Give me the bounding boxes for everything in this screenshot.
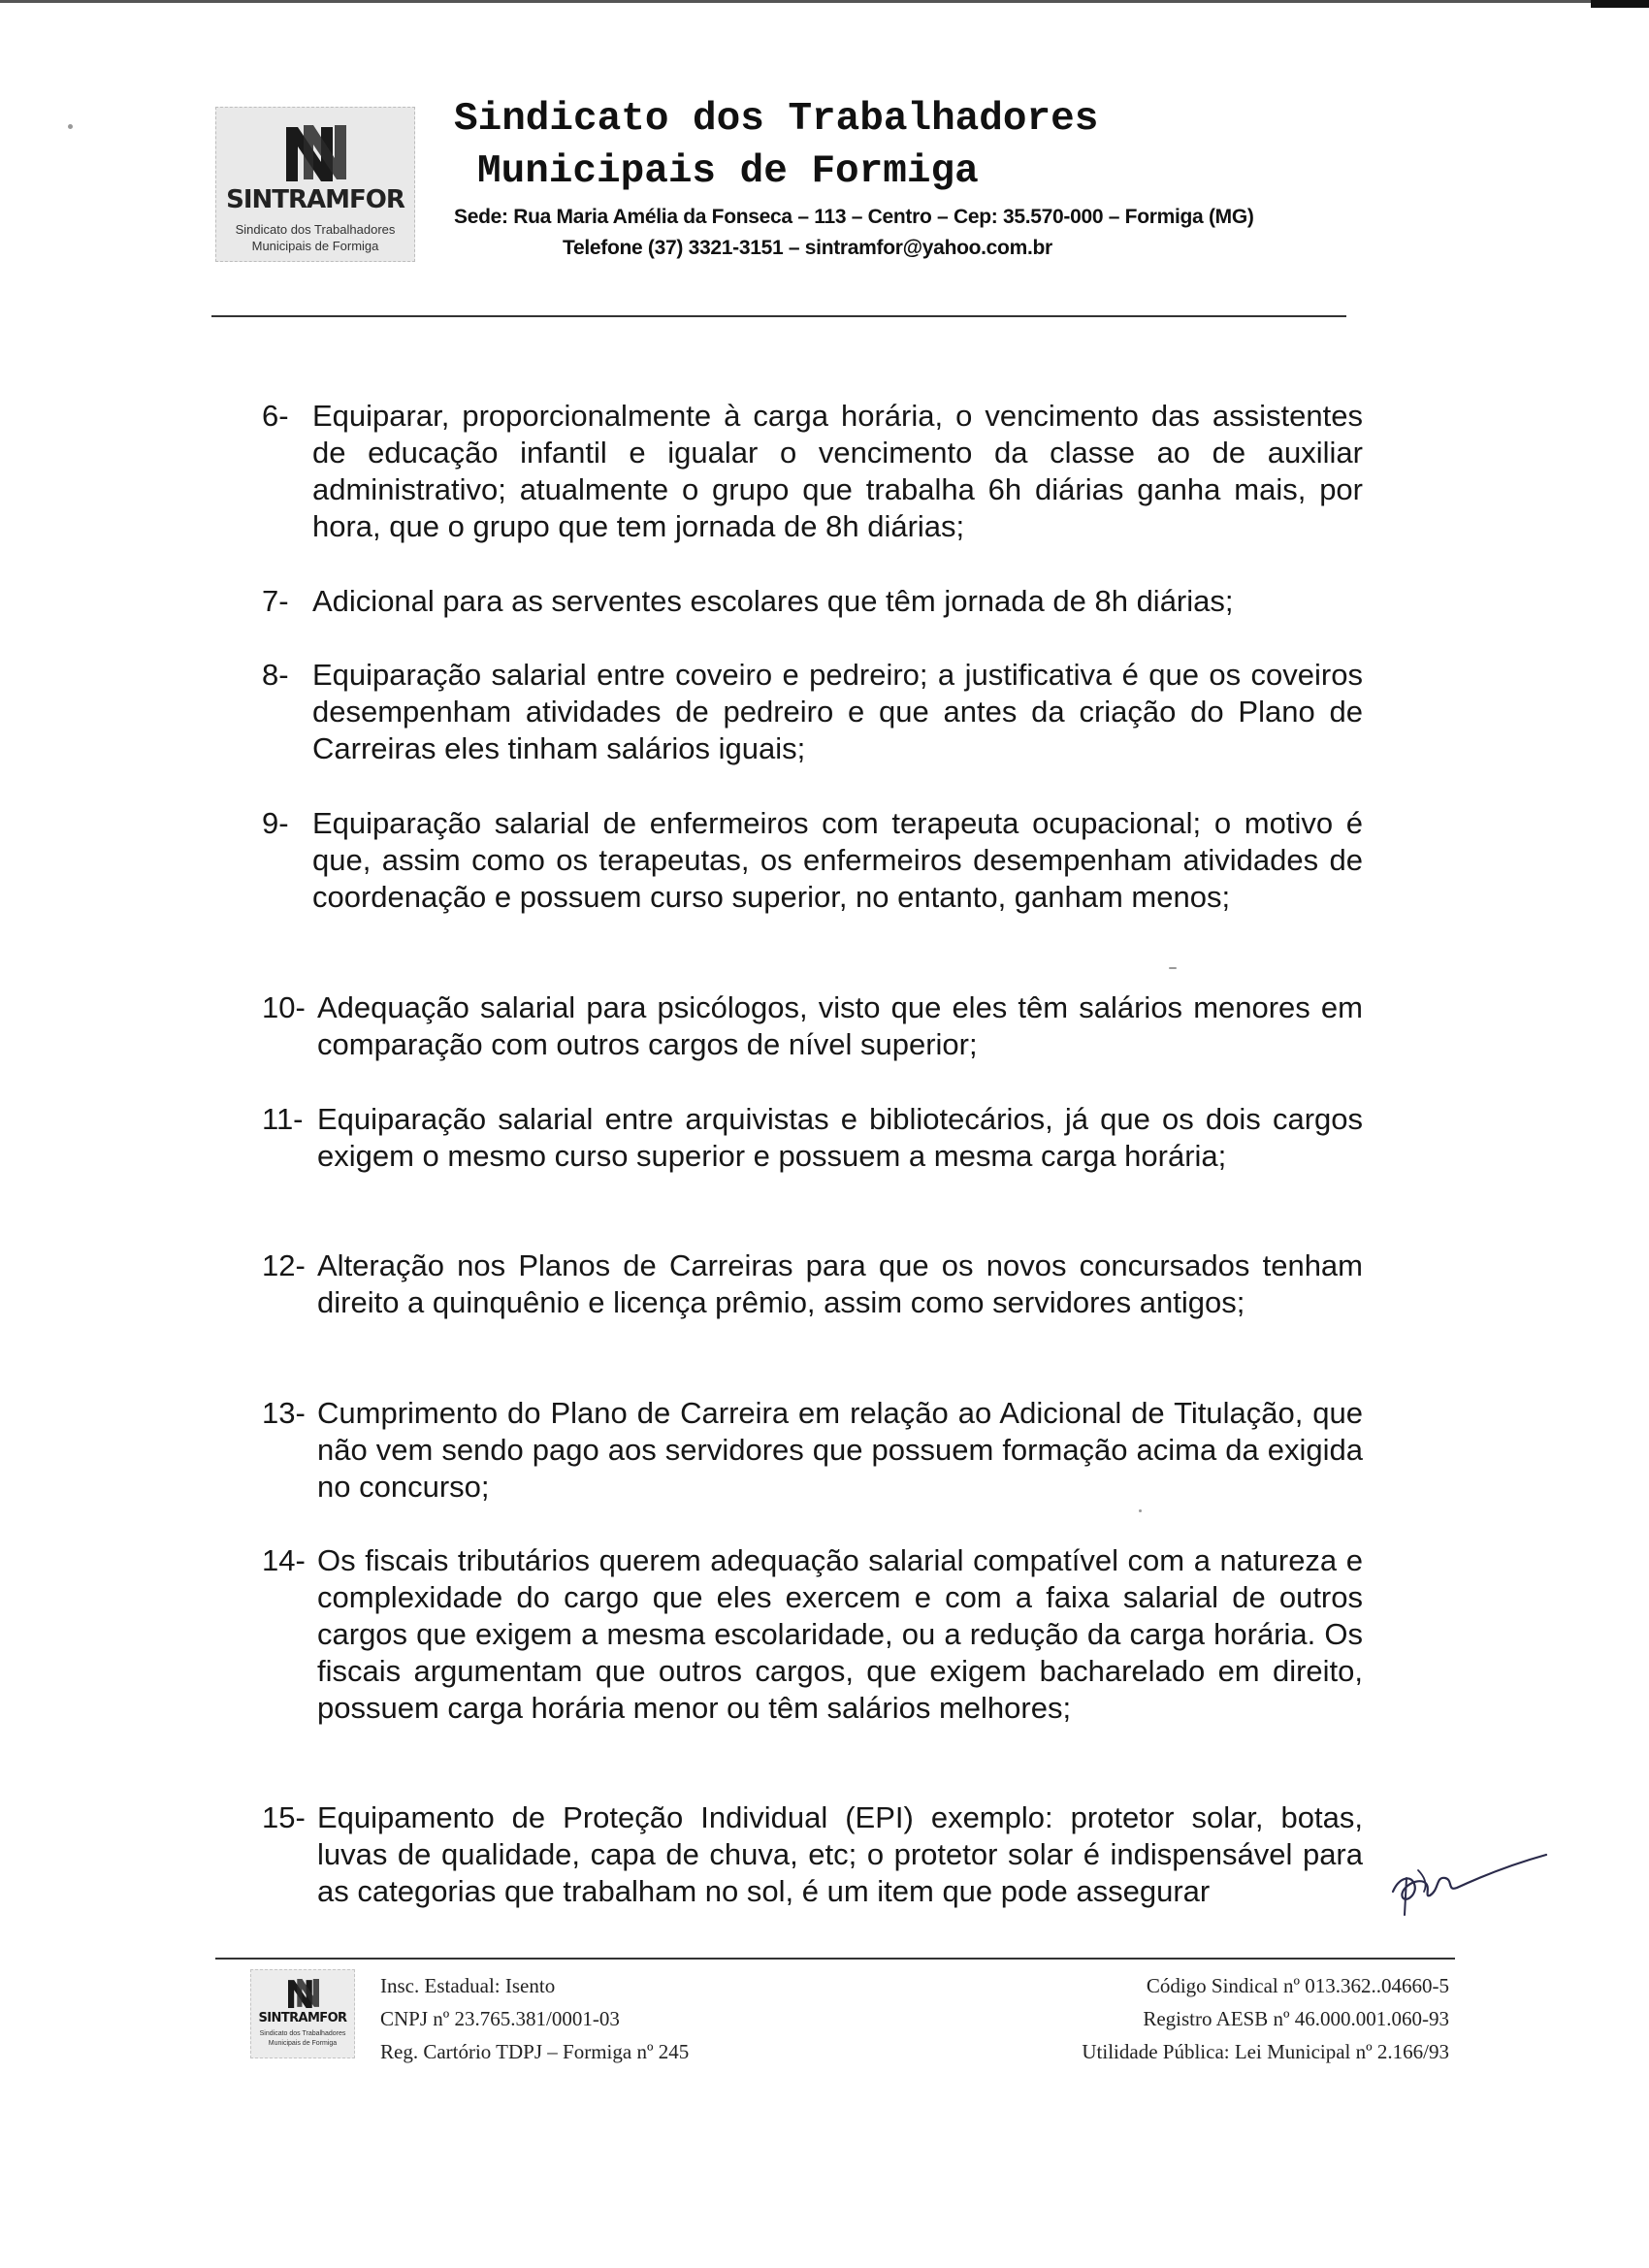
list-item: [262, 1247, 1363, 1321]
list-item: [262, 398, 1363, 545]
scan-speck: [1139, 1509, 1142, 1512]
footer-divider: [215, 1958, 1455, 1960]
handwritten-initials-signature: [1385, 1849, 1550, 1917]
scan-speck: [1169, 967, 1177, 969]
footer-registration-right: [873, 1969, 1449, 2068]
logo-name: SINTRAMFOR: [226, 185, 404, 214]
list-item-text: Adicional para as serventes escolares que têm jornada de 8h diárias;: [312, 584, 1234, 618]
list-item: [262, 1542, 1363, 1727]
list-item-number: 12-: [262, 1248, 306, 1282]
union-code: Código Sindical nº 013.362..04660-5: [1146, 1974, 1449, 1997]
list-item-text: Adequação salarial para psicólogos, visto que eles têm salários menores em comparação com outros cargos de nível superior;: [317, 990, 1363, 1061]
list-item-number: 7-: [262, 584, 289, 618]
list-item-number: 9-: [262, 806, 289, 840]
list-item: [262, 583, 1363, 620]
header-address: Sede: Rua Maria Amélia da Fonseca – 113 – Centro – Cep: 35.570-000 – Formiga (MG): [454, 206, 1254, 228]
organization-title-line1: Sindicato dos Trabalhadores: [454, 97, 1099, 142]
list-item-number: 10-: [262, 990, 306, 1024]
registry-office: Reg. Cartório TDPJ – Formiga nº 245: [380, 2040, 690, 2063]
list-item-number: 8-: [262, 658, 289, 692]
list-item-number: 15-: [262, 1800, 306, 1834]
list-item-text: Equiparação salarial entre coveiro e pedreiro; a justificativa é que os coveiros desempenham atividades de pedreiro e que antes da criação do Plano de Carreiras eles tinham salários iguais;: [312, 658, 1363, 765]
list-item-text: Equiparar, proporcionalmente à carga horária, o vencimento das assistentes de educação infantil e igualar o vencimento da classe ao de auxiliar administrativo; atualmente o grupo que trabalha 6h diárias ganha mais, por hora, que o grupo que tem jornada de 8h diárias;: [312, 399, 1363, 543]
header-divider: [211, 315, 1346, 317]
public-utility-law: Utilidade Pública: Lei Municipal nº 2.166/93: [1082, 2040, 1449, 2063]
footer-logo-subtitle-line2: Municipais de Formiga: [268, 2040, 338, 2047]
list-item-number: 14-: [262, 1543, 306, 1577]
sintramfor-logo: [215, 107, 415, 262]
list-item-text: Os fiscais tributários querem adequação salarial compatível com a natureza e complexidade do cargo que eles exercem e com a faixa salarial de outros cargos que exigem a mesma escolaridade, ou a redução da carga horária. Os fiscais argumentam que outros cargos, que exigem bacharelado em direito, possuem carga horária menor ou têm salários melhores;: [317, 1543, 1363, 1725]
logo-subtitle-line1: Sindicato dos Trabalhadores: [235, 222, 396, 237]
state-registration: Insc. Estadual: Isento: [380, 1974, 556, 1997]
list-item-text: Equipamento de Proteção Individual (EPI) exemplo: protetor solar, botas, luvas de qualidade, capa de chuva, etc; o protetor solar é indispensável para as categorias que trabalham no sol, é um item que pode assegurar: [317, 1800, 1363, 1908]
list-item-text: Equiparação salarial de enfermeiros com terapeuta ocupacional; o motivo é que, assim como os terapeutas, os enfermeiros desempenham atividades de coordenação e possuem curso superior, no entanto, ganham menos;: [312, 806, 1363, 914]
list-item: [262, 657, 1363, 767]
list-item-text: Cumprimento do Plano de Carreira em relação ao Adicional de Titulação, que não vem sendo pago aos servidores que possuem formação acima da exigida no concurso;: [317, 1396, 1363, 1504]
list-item-number: 13-: [262, 1396, 306, 1430]
footer-logo-subtitle-line1: Sindicato dos Trabalhadores: [259, 2030, 346, 2037]
list-item-text: Equiparação salarial entre arquivistas e bibliotecários, já que os dois cargos exigem o mesmo curso superior e possuem a mesma carga horária;: [317, 1102, 1363, 1173]
footer-logo-name: SINTRAMFOR: [258, 2011, 347, 2025]
list-item-text: Alteração nos Planos de Carreiras para que os novos concursados tenham direito a quinquênio e licença prêmio, assim como servidores antigos;: [317, 1248, 1363, 1319]
footer-registration-left: [380, 1969, 865, 2068]
cnpj-number: CNPJ nº 23.765.381/0001-03: [380, 2007, 620, 2030]
list-item: [262, 1395, 1363, 1506]
list-item: [262, 805, 1363, 916]
organization-title-line2: Municipais de Formiga: [477, 149, 979, 194]
scan-speck: [68, 124, 73, 129]
logo-mark-icon: [284, 123, 348, 183]
footer-logo: [250, 1969, 355, 2058]
organization-title: [454, 93, 1327, 198]
list-item-number: 11-: [262, 1102, 304, 1136]
aesb-registration: Registro AESB nº 46.000.001.060-93: [1143, 2007, 1449, 2030]
list-item: [262, 1799, 1363, 1910]
footer-logo-mark-icon: [286, 1978, 321, 2009]
list-item: [262, 1101, 1363, 1175]
list-item-number: 6-: [262, 399, 289, 433]
logo-subtitle-line2: Municipais de Formiga: [251, 239, 379, 253]
scan-corner-mark: [1591, 0, 1649, 8]
header-contact: Telefone (37) 3321-3151 – sintramfor@yahoo.com.br: [563, 237, 1052, 259]
list-item: [262, 989, 1363, 1063]
scan-top-edge: [0, 0, 1649, 3]
